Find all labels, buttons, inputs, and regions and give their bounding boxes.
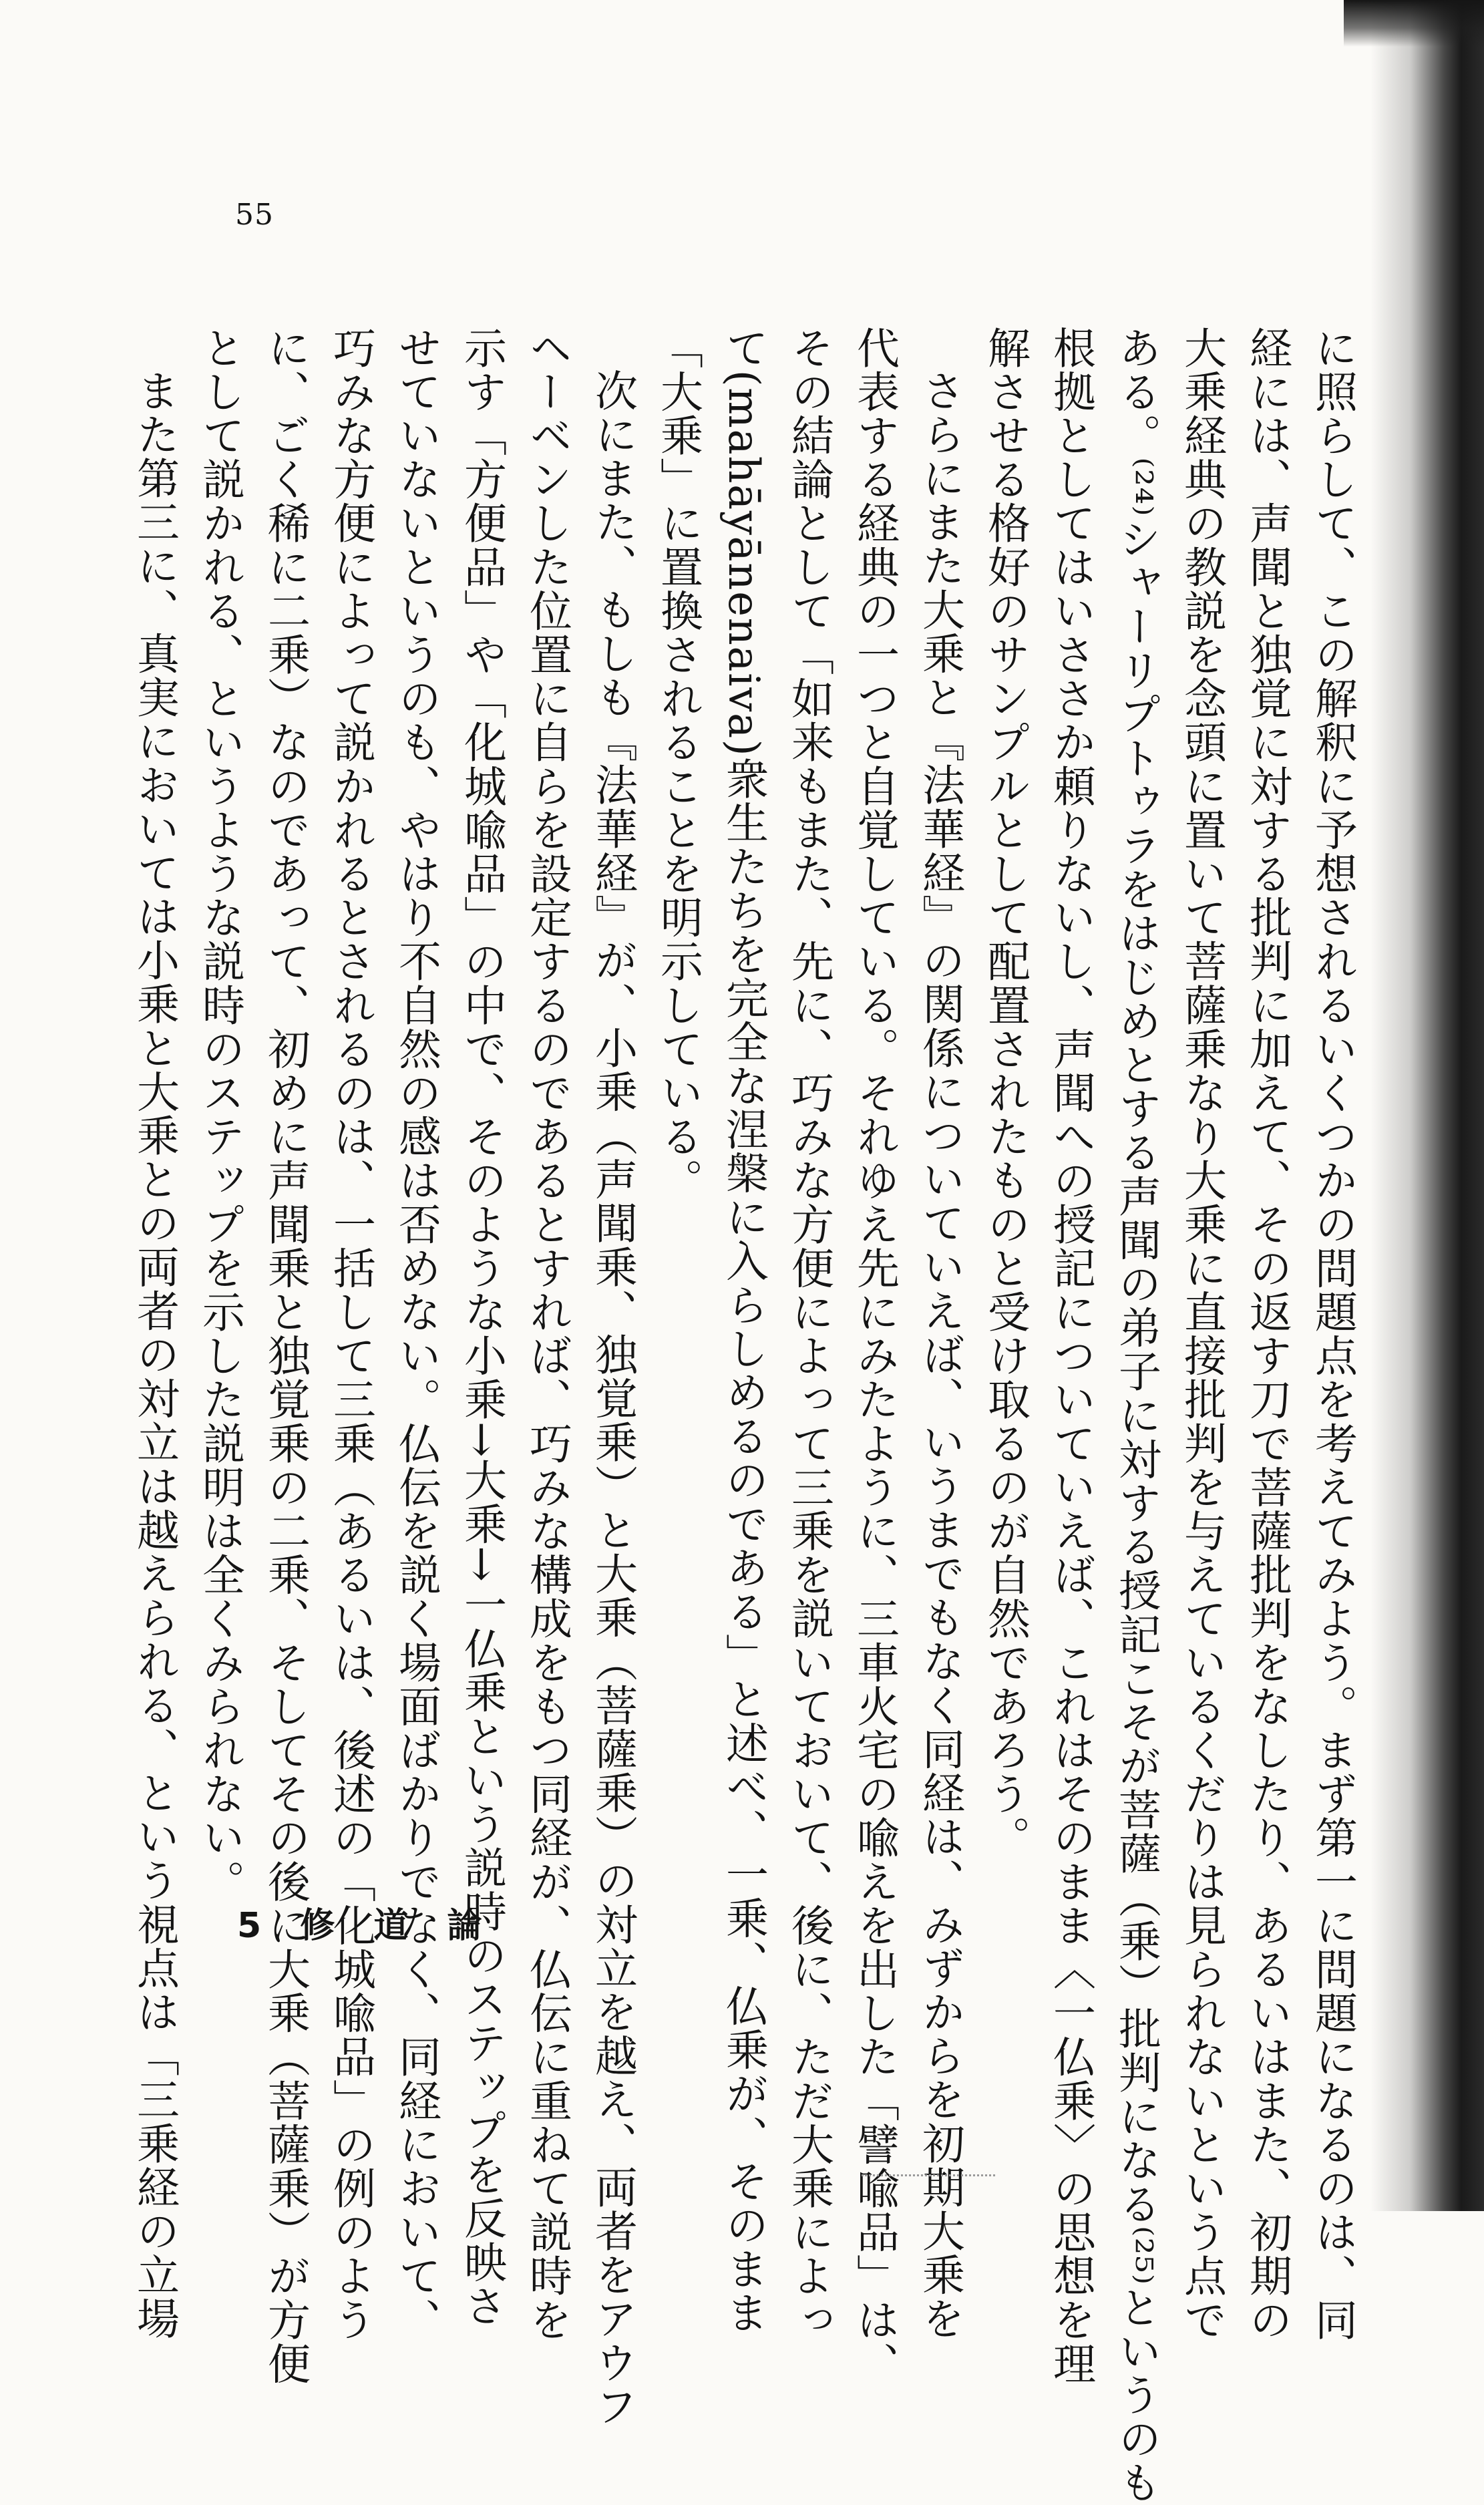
text-line: 根拠としてはいささか頼りないし、声聞への授記についていえば、これはそのまま〈一仏乗〉の思想を理: [1046, 326, 1095, 2386]
scan-edge-shadow-top: [1344, 0, 1484, 47]
scan-dots: [862, 2174, 995, 2179]
text-line: に照らして、この解釈に予想されるいくつかの問題点を考えてみよう。まず第一に問題になるのは、同: [1308, 326, 1357, 2342]
text-line: 示す「方便品」や「化城喩品」の中で、そのような小乗→大乗→一仏乗という説時のステップを反映さ: [457, 326, 506, 2328]
text-line: 巧みな方便によって説かれるとされるのは、一括して三乗（あるいは、後述の「化城喩品」の例のよう: [326, 326, 375, 2342]
page-number: 55: [235, 198, 274, 232]
text-line: 代表する経典の一つと自覚している。それゆえ先にみたように、三車火宅の喩えを出した「譬喩品」は、: [850, 326, 899, 2386]
scan-edge-shadow: [1370, 0, 1484, 2211]
text-line: また第三に、真実においては小乗と大乗との両者の対立は越えられる、という視点は「三乗経の立場: [130, 369, 179, 2341]
text-line: として説かれる、というような説時のステップを示した説明は全くみられない。: [195, 326, 244, 1904]
chapter-footer: 5 修 道 論: [237, 1906, 496, 1946]
text-line: 大乗経典の教説を念頭に置いて菩薩乗なり大乗に直接批判を与えているくだりは見られないという点で: [1177, 326, 1226, 2342]
text-line: 「大乗」に置換されることを明示している。: [653, 326, 703, 1202]
text-line: その結論として「如来もまた、先に、巧みな方便によって三乗を説いておいて、後に、ただ大乗によっ: [784, 326, 833, 2342]
text-line: 経には、声聞と独覚に対する批判に加えて、その返す刀で菩薩批判をなしたり、あるいはまた、初期の: [1242, 326, 1292, 2342]
text-line: 次にまた、もしも『法華経』が、小乗（声聞乗、独覚乗）と大乗（菩薩乗）の対立を越え、両者をアウフ: [588, 369, 637, 2429]
text-line: に、ごく稀に二乗）なのであって、初めに声聞乗と独覚乗の二乗、そしてその後に大乗（菩薩乗）が方便: [260, 326, 310, 2386]
text-line: さらにまた大乗と『法華経』の関係についていえば、いうまでもなく同経は、みずからを初期大乗を: [915, 369, 964, 2341]
text-line: ヘーベンした位置に自らを設定するのであるとすれば、巧みな構成をもつ同経が、仏伝に重ねて説時を: [522, 326, 572, 2342]
text-line: 解させる格好のサンプルとして配置されたものと受け取るのが自然であろう。: [980, 326, 1030, 1860]
text-line: ある。⁽²⁴⁾シャーリプトゥラをはじめとする声聞の弟子に対する授記こそが菩薩（乗）批判になる⁽²⁵⁾というのも: [1111, 326, 1161, 2505]
text-line: て(mahāyānenaiva)衆生たちを完全な涅槃に入らしめるのである」と述べ、一乗、仏乗が、そのまま: [719, 326, 768, 2335]
text-line: せていないというのも、やはり不自然の感は否めない。仏伝を説く場面ばかりでなく、同経において、: [391, 326, 441, 2342]
